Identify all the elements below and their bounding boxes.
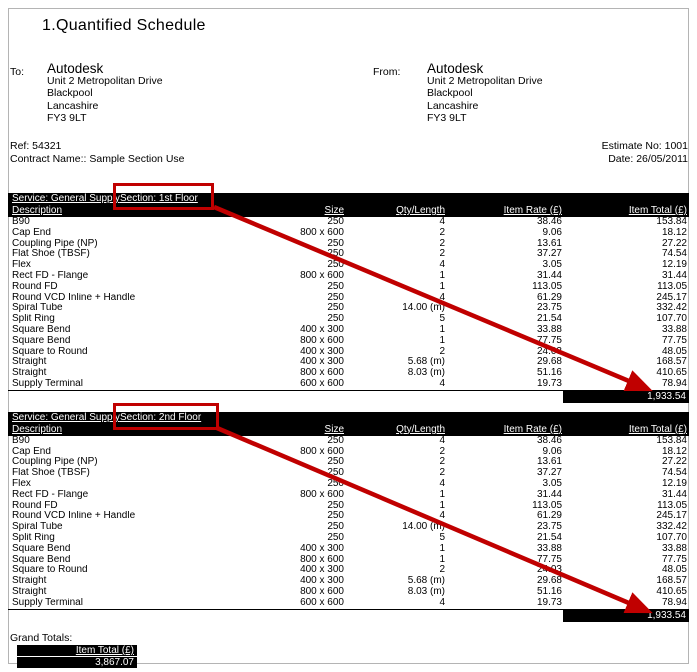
table-row [8, 587, 689, 598]
cell-item-rate: 61.29 [536, 292, 562, 303]
cell-item-total: 78.94 [661, 597, 687, 608]
cell-qty-length: 5 [439, 532, 445, 543]
service-bar [8, 412, 689, 424]
from-address-line: Lancashire [427, 99, 479, 112]
cell-item-rate: 33.88 [536, 324, 562, 335]
table-row [8, 271, 689, 282]
cell-description: Round FD [12, 281, 58, 292]
cell-qty-length: 4 [439, 597, 445, 608]
cell-item-rate: 77.75 [536, 335, 562, 346]
cell-item-rate: 113.05 [532, 281, 562, 292]
column-header-size: Size [324, 205, 344, 216]
cell-item-total: 48.05 [661, 346, 687, 357]
cell-item-rate: 29.68 [536, 357, 562, 368]
cell-qty-length: 1 [439, 543, 445, 554]
from-address-line: Blackpool [427, 87, 473, 100]
table-row [8, 522, 689, 533]
cell-qty-length: 1 [439, 500, 445, 511]
cell-item-total: 107.70 [656, 532, 687, 543]
cell-qty-length: 4 [439, 260, 445, 271]
cell-item-total: 168.57 [656, 576, 687, 587]
cell-size: 250 [327, 314, 344, 325]
section-total-value: 1,933.54 [563, 610, 689, 622]
cell-item-total: 18.12 [661, 446, 687, 457]
table-row [8, 249, 689, 260]
table-row [8, 325, 689, 336]
column-header-size: Size [324, 423, 344, 435]
table-row [8, 544, 689, 555]
contract-name-line: Contract Name:: Sample Section Use [10, 152, 185, 165]
grand-total-value: 3,867.07 [17, 657, 137, 668]
cell-item-total: 77.75 [661, 335, 687, 346]
table-row [8, 457, 689, 468]
cell-item-total: 153.84 [656, 217, 687, 227]
cell-item-total: 410.65 [656, 586, 687, 597]
cell-item-rate: 23.75 [536, 522, 562, 533]
table-row [8, 490, 689, 501]
cell-qty-length: 1 [439, 489, 445, 500]
cell-item-rate: 33.88 [536, 543, 562, 554]
cell-qty-length: 1 [439, 335, 445, 346]
cell-qty-length: 14.00 (m) [402, 522, 445, 533]
table-row [8, 479, 689, 490]
cell-item-rate: 31.44 [536, 489, 562, 500]
cell-item-rate: 3.05 [542, 260, 562, 271]
cell-item-rate: 77.75 [536, 554, 562, 565]
cell-item-rate: 19.73 [536, 597, 562, 608]
cell-item-total: 33.88 [661, 324, 687, 335]
cell-item-rate: 13.61 [536, 238, 562, 249]
cell-qty-length: 2 [439, 446, 445, 457]
cell-size: 800 x 600 [300, 368, 344, 379]
cell-size: 250 [327, 249, 344, 260]
to-address-line: Lancashire [47, 99, 99, 112]
cell-qty-length: 2 [439, 565, 445, 576]
cell-item-rate: 51.16 [536, 586, 562, 597]
service-label: Service: General Supply [12, 193, 120, 204]
cell-qty-length: 4 [439, 478, 445, 489]
cell-item-total: 12.19 [661, 478, 687, 489]
cell-description: Spiral Tube [12, 303, 63, 314]
cell-item-rate: 21.54 [536, 314, 562, 325]
cell-description: Rect FD - Flange [12, 270, 89, 281]
cell-qty-length: 2 [439, 346, 445, 357]
cell-description: Flat Shoe (TBSF) [12, 468, 90, 479]
cell-size: 800 x 600 [300, 335, 344, 346]
cell-item-total: 332.42 [656, 303, 687, 314]
table-row [8, 217, 689, 228]
section-label: Section: 1st Floor [120, 193, 198, 204]
cell-item-rate: 31.44 [536, 270, 562, 281]
cell-item-total: 245.17 [656, 292, 687, 303]
cell-description: Cap End [12, 446, 51, 457]
cell-description: Square to Round [12, 565, 88, 576]
cell-description: Round VCD Inline + Handle [12, 511, 136, 522]
cell-item-total: 245.17 [656, 511, 687, 522]
cell-item-rate: 113.05 [532, 500, 562, 511]
column-header-item-rate: Item Rate (£) [503, 205, 562, 216]
cell-description: Square Bend [12, 324, 71, 335]
column-header-description: Description [12, 423, 63, 435]
cell-qty-length: 1 [439, 270, 445, 281]
cell-item-total: 31.44 [661, 270, 687, 281]
cell-size: 400 x 300 [300, 324, 344, 335]
cell-qty-length: 4 [439, 378, 445, 389]
cell-item-total: 332.42 [656, 522, 687, 533]
cell-size: 400 x 300 [300, 576, 344, 587]
column-header-item-rate: Item Rate (£) [503, 423, 562, 435]
cell-qty-length: 2 [439, 457, 445, 468]
section-tables [8, 0, 689, 622]
cell-size: 250 [327, 532, 344, 543]
table-row [8, 576, 689, 587]
cell-qty-length: 4 [439, 292, 445, 303]
cell-item-total: 31.44 [661, 489, 687, 500]
cell-item-rate: 37.27 [536, 249, 562, 260]
cell-item-rate: 23.75 [536, 303, 562, 314]
page-title: 1.Quantified Schedule [42, 17, 206, 34]
cell-size: 250 [327, 435, 344, 446]
cell-description: Straight [12, 586, 47, 597]
table-header-bar [8, 205, 689, 217]
cell-description: Round FD [12, 500, 58, 511]
cell-item-total: 74.54 [661, 468, 687, 479]
grand-total-column-header: Item Total (£) [17, 645, 137, 656]
cell-size: 800 x 600 [300, 446, 344, 457]
cell-size: 250 [327, 281, 344, 292]
cell-size: 250 [327, 522, 344, 533]
table-row [8, 468, 689, 479]
cell-size: 600 x 600 [300, 378, 344, 389]
cell-description: Square to Round [12, 346, 88, 357]
cell-size: 400 x 300 [300, 346, 344, 357]
cell-size: 250 [327, 292, 344, 303]
table-row [8, 303, 689, 314]
section-label: Section: 2nd Floor [120, 411, 202, 423]
section-total-row [8, 610, 689, 622]
cell-item-total: 113.05 [657, 281, 687, 292]
service-bar [8, 193, 689, 205]
cell-description: Coupling Pipe (NP) [12, 457, 98, 468]
cell-item-rate: 51.16 [536, 368, 562, 379]
cell-item-total: 113.05 [657, 500, 687, 511]
cell-item-rate: 19.73 [536, 378, 562, 389]
cell-description: Cap End [12, 227, 51, 238]
column-header-item-total: Item Total (£) [628, 205, 687, 216]
cell-size: 800 x 600 [300, 270, 344, 281]
cell-qty-length: 8.03 (m) [407, 368, 445, 379]
cell-description: Rect FD - Flange [12, 489, 89, 500]
table-row [8, 533, 689, 544]
cell-item-rate: 13.61 [536, 457, 562, 468]
cell-description: Split Ring [12, 532, 55, 543]
cell-qty-length: 4 [439, 435, 445, 446]
cell-size: 250 [327, 238, 344, 249]
table-row [8, 447, 689, 458]
ref-line: Ref: 54321 [10, 140, 62, 152]
cell-description: Square Bend [12, 335, 71, 346]
from-company-name: Autodesk [427, 61, 484, 76]
cell-item-rate: 38.46 [536, 435, 562, 446]
cell-size: 400 x 300 [300, 543, 344, 554]
cell-description: B90 [12, 217, 30, 227]
grand-totals-label: Grand Totals: [10, 632, 73, 644]
estimate-no-line: Estimate No: 1001 [601, 140, 688, 152]
cell-size: 400 x 300 [300, 565, 344, 576]
column-header-qty-length: Qty/Length [396, 205, 445, 216]
cell-size: 250 [327, 500, 344, 511]
section-total-row [8, 391, 689, 403]
cell-qty-length: 1 [439, 554, 445, 565]
cell-size: 800 x 600 [300, 227, 344, 238]
cell-item-rate: 21.54 [536, 532, 562, 543]
cell-qty-length: 1 [439, 281, 445, 292]
cell-item-total: 33.88 [661, 543, 687, 554]
to-company-name: Autodesk [47, 61, 104, 76]
service-label: Service: General Supply [12, 411, 120, 423]
table-row [8, 598, 689, 609]
table-header-bar [8, 424, 689, 436]
to-label: To: [10, 66, 25, 78]
table-row [8, 555, 689, 566]
cell-description: Flex [12, 478, 31, 489]
table-row [8, 293, 689, 304]
cell-description: Straight [12, 368, 47, 379]
cell-size: 400 x 300 [300, 357, 344, 368]
cell-description: Straight [12, 357, 47, 368]
cell-item-total: 18.12 [661, 227, 687, 238]
column-header-item-total: Item Total (£) [628, 423, 687, 435]
column-header-qty-length: Qty/Length [396, 423, 445, 435]
from-address-line: FY3 9LT [427, 111, 467, 124]
cell-description: B90 [12, 435, 30, 446]
cell-item-total: 107.70 [656, 314, 687, 325]
cell-qty-length: 8.03 (m) [407, 586, 445, 597]
table-row [8, 368, 689, 379]
to-address-line: Blackpool [47, 87, 93, 100]
table-row [8, 314, 689, 325]
cell-item-total: 168.57 [656, 357, 687, 368]
cell-item-total: 74.54 [661, 249, 687, 260]
cell-item-rate: 9.06 [542, 446, 562, 457]
cell-size: 800 x 600 [300, 554, 344, 565]
cell-description: Coupling Pipe (NP) [12, 238, 98, 249]
cell-item-total: 153.84 [656, 435, 687, 446]
cell-description: Square Bend [12, 554, 71, 565]
table-row [8, 347, 689, 358]
date-line: Date: 26/05/2011 [608, 152, 688, 165]
cell-item-total: 410.65 [656, 368, 687, 379]
cell-item-rate: 29.68 [536, 576, 562, 587]
section-table [8, 412, 689, 622]
cell-item-rate: 3.05 [542, 478, 562, 489]
table-row [8, 565, 689, 576]
cell-item-rate: 61.29 [536, 511, 562, 522]
table-row [8, 357, 689, 368]
section-table [8, 193, 689, 403]
cell-item-total: 27.22 [661, 457, 687, 468]
cell-item-rate: 24.03 [536, 346, 562, 357]
cell-qty-length: 2 [439, 227, 445, 238]
cell-item-total: 27.22 [661, 238, 687, 249]
cell-size: 250 [327, 260, 344, 271]
cell-item-rate: 38.46 [536, 217, 562, 227]
cell-item-total: 77.75 [661, 554, 687, 565]
cell-size: 250 [327, 217, 344, 227]
table-row [8, 436, 689, 447]
cell-qty-length: 1 [439, 324, 445, 335]
cell-description: Flex [12, 260, 31, 271]
cell-qty-length: 4 [439, 511, 445, 522]
cell-qty-length: 2 [439, 249, 445, 260]
cell-item-rate: 37.27 [536, 468, 562, 479]
to-address-line: Unit 2 Metropolitan Drive [47, 75, 163, 87]
cell-description: Supply Terminal [12, 378, 83, 389]
cell-size: 250 [327, 468, 344, 479]
column-header-description: Description [12, 205, 63, 216]
cell-item-total: 78.94 [661, 378, 687, 389]
table-row [8, 260, 689, 271]
cell-qty-length: 14.00 (m) [402, 303, 445, 314]
cell-size: 250 [327, 303, 344, 314]
to-address-line: FY3 9LT [47, 111, 87, 124]
cell-description: Spiral Tube [12, 522, 63, 533]
table-row [8, 379, 689, 390]
cell-item-rate: 24.03 [536, 565, 562, 576]
grand-totals-block [10, 632, 134, 668]
table-row [8, 501, 689, 512]
table-row [8, 239, 689, 250]
cell-qty-length: 5 [439, 314, 445, 325]
cell-qty-length: 2 [439, 238, 445, 249]
cell-qty-length: 5.68 (m) [407, 576, 445, 587]
table-row [8, 228, 689, 239]
table-rows [8, 217, 689, 390]
cell-description: Straight [12, 576, 47, 587]
cell-qty-length: 4 [439, 217, 445, 227]
cell-qty-length: 5.68 (m) [407, 357, 445, 368]
cell-size: 250 [327, 478, 344, 489]
section-total-value: 1,933.54 [563, 391, 689, 403]
from-label: From: [373, 66, 401, 78]
cell-size: 800 x 600 [300, 586, 344, 597]
cell-item-total: 12.19 [661, 260, 687, 271]
table-row [8, 511, 689, 522]
table-row [8, 282, 689, 293]
cell-description: Round VCD Inline + Handle [12, 292, 136, 303]
cell-size: 250 [327, 511, 344, 522]
cell-description: Supply Terminal [12, 597, 83, 608]
from-address-line: Unit 2 Metropolitan Drive [427, 75, 543, 87]
cell-description: Square Bend [12, 543, 71, 554]
table-row [8, 336, 689, 347]
cell-qty-length: 2 [439, 468, 445, 479]
cell-size: 250 [327, 457, 344, 468]
cell-description: Flat Shoe (TBSF) [12, 249, 90, 260]
cell-size: 600 x 600 [300, 597, 344, 608]
cell-size: 800 x 600 [300, 489, 344, 500]
cell-item-rate: 9.06 [542, 227, 562, 238]
table-rows [8, 436, 689, 609]
cell-description: Split Ring [12, 314, 55, 325]
cell-item-total: 48.05 [661, 565, 687, 576]
